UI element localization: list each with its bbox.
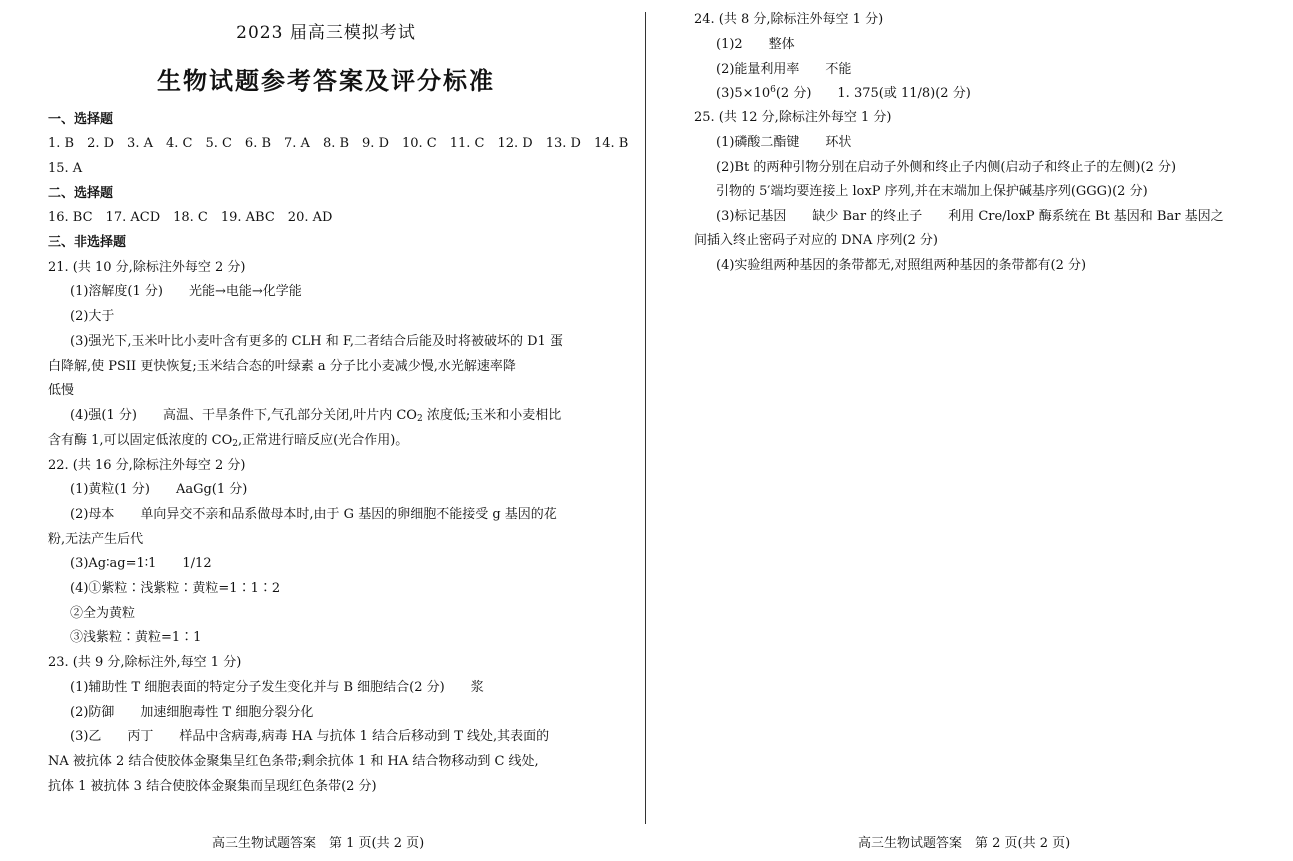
page-divider [645, 12, 646, 824]
answer-line: (1)辅助性 T 细胞表面的特定分子发生变化并与 B 细胞结合(2 分) 浆 [70, 680, 484, 695]
answer-line: (2)大于 [70, 309, 115, 324]
answer-line: (1)溶解度(1 分) 光能→电能→化学能 [70, 284, 302, 299]
answer-line: $(3)5\times 10^6(2$ 分) 1. 375(或 11/8)(2 分) [716, 85, 971, 101]
answer-line: ③浅紫粒∶黄粒=1∶1 [70, 630, 202, 645]
answer-line: 引物的 5′端均要连接上 loxP 序列,并在末端加上保护碱基序列(GGG)(2 分) [716, 184, 1148, 199]
answer-line: (1)磷酸二酯键 环状 [716, 135, 852, 150]
section-heading-free-response: 三、非选择题 [48, 235, 127, 250]
answer-line: 1. B 2. D 3. A 4. C 5. C 6. B 7. A 8. B 9. D 10. C 11. C 12. D 13. D 14. B [48, 136, 629, 151]
answer-line: (1)2 整体 [716, 37, 795, 52]
answer-line: (4)实验组两种基因的条带都无,对照组两种基因的条带都有(2 分) [716, 258, 1087, 273]
answer-line: (3)乙 丙丁 样品中含病毒,病毒 HA 与抗体 1 结合后移动到 T 线处,其表面的 [70, 729, 550, 744]
answer-line: NA 被抗体 2 结合使胶体金聚集呈红色条带;剩余抗体 1 和 HA 结合物移动到 C 线处, [48, 754, 539, 769]
answer-line: (3)标记基因 缺少 Bar 的终止子 利用 Cre/loxP 酶系统在 Bt 基因和 Bar 基因之 [716, 209, 1224, 224]
answer-line: (4)强(1 分) 高温、干旱条件下,气孔部分关闭,叶片内 $CO_2$ 浓度低;玉米和小麦相比 [70, 408, 562, 424]
answer-line: (2)能量利用率 不能 [716, 62, 852, 77]
exam-title: 2023 届高三模拟考试 [236, 23, 416, 43]
answer-line: 15. A [48, 161, 83, 176]
question-heading: 22. (共 16 分,除标注外每空 2 分) [48, 458, 246, 473]
answer-line: (1)黄粒(1 分) AaGg(1 分) [70, 482, 248, 497]
page-footer-1: 高三生物试题答案 第 1 页(共 2 页) [212, 836, 425, 851]
answer-line: 白降解,使 PSII 更快恢复;玉米结合态的叶绿素 a 分子比小麦减少慢,水光解速率降 [48, 359, 516, 374]
question-heading: 25. (共 12 分,除标注外每空 1 分) [694, 110, 892, 125]
answer-line: 抗体 1 被抗体 3 结合使胶体金聚集而呈现红色条带(2 分) [48, 779, 377, 794]
page-footer-2: 高三生物试题答案 第 2 页(共 2 页) [858, 836, 1071, 851]
answer-line: 低慢 [48, 383, 75, 398]
answer-line: (2)母本 单向异交不亲和品系做母本时,由于 G 基因的卵细胞不能接受 g 基因的花 [70, 507, 557, 522]
question-heading: 24. (共 8 分,除标注外每空 1 分) [694, 12, 884, 27]
page-title: 生物试题参考答案及评分标准 [157, 66, 495, 95]
answer-line: 16. BC 17. ACD 18. C 19. ABC 20. AD [48, 210, 333, 225]
answer-line: 间插入终止密码子对应的 DNA 序列(2 分) [694, 233, 938, 248]
answer-line: 含有酶 1,可以固定低浓度的 $CO_2$,正常进行暗反应(光合作用)。 [48, 433, 409, 449]
answer-line: (4)①紫粒∶浅紫粒∶黄粒=1∶1∶2 [70, 581, 281, 596]
section-heading-multiple-choice: 一、选择题 [48, 112, 114, 127]
answer-line: ②全为黄粒 [70, 606, 136, 621]
question-heading: 23. (共 9 分,除标注外,每空 1 分) [48, 655, 242, 670]
answer-line: (2)防御 加速细胞毒性 T 细胞分裂分化 [70, 705, 314, 720]
question-heading: 21. (共 10 分,除标注外每空 2 分) [48, 260, 246, 275]
answer-line: (3)Ag∶ag=1∶1 1/12 [70, 556, 212, 571]
answer-line: 粉,无法产生后代 [48, 532, 144, 547]
section-heading-multiple-select: 二、选择题 [48, 186, 114, 201]
answer-line: (2)Bt 的两种引物分别在启动子外侧和终止子内侧(启动子和终止子的左侧)(2 分) [716, 160, 1177, 175]
answer-line: (3)强光下,玉米叶比小麦叶含有更多的 CLH 和 F,二者结合后能及时将被破坏的 D1 蛋 [70, 334, 563, 349]
